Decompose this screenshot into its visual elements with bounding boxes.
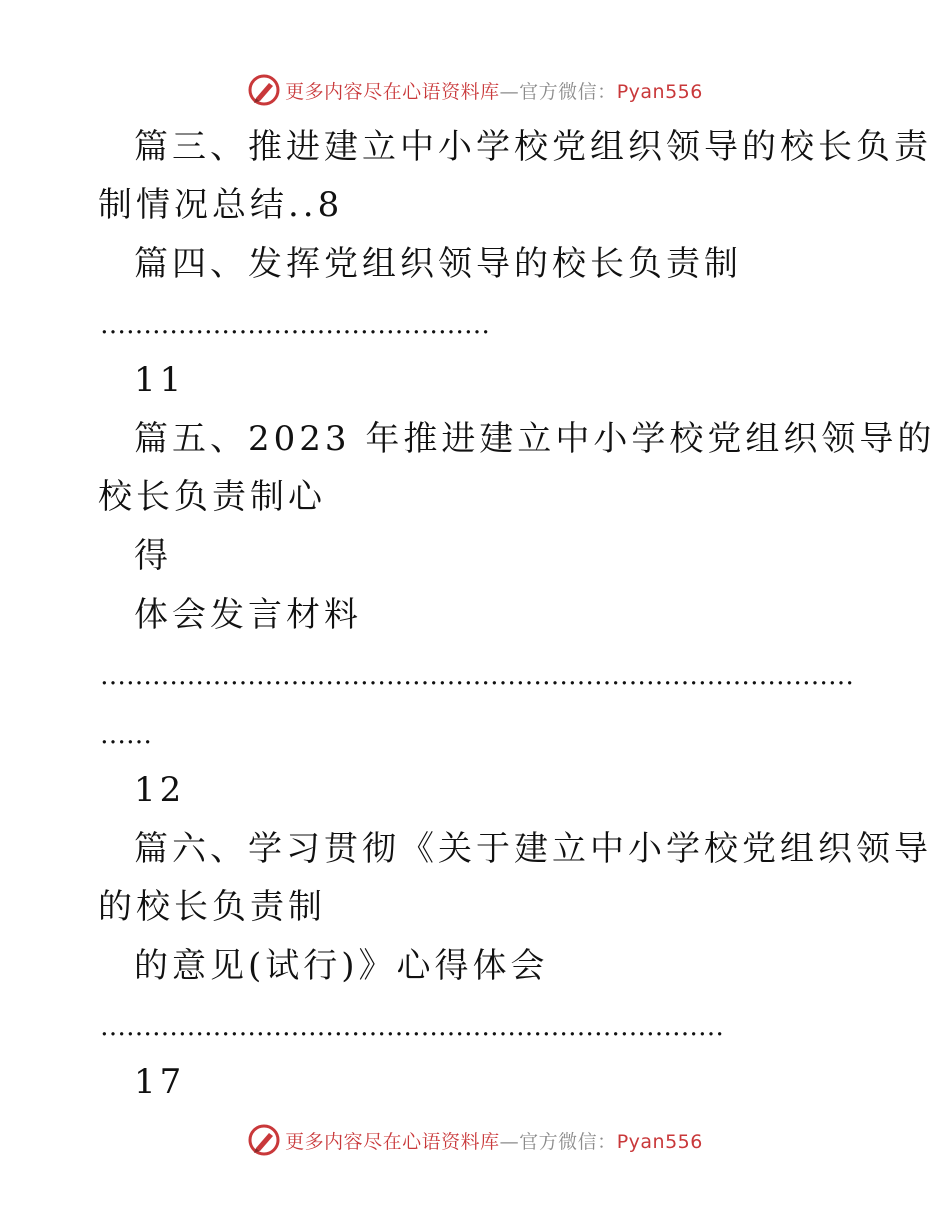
toc-item3-line1: 篇三、推进建立中小学校党组织领导的校长负责	[134, 127, 932, 167]
banner-wechat-id: Pyan556	[616, 1130, 703, 1153]
toc-item5-line4: 体会发言材料	[134, 595, 362, 635]
toc-item6-line2: 的校长负责制	[98, 887, 326, 927]
toc-item6-dots: ………………………………………………………………	[100, 1012, 724, 1042]
banner-dash: —	[499, 1130, 520, 1153]
toc-item5-line1: 篇五、2023 年推进建立中小学校党组织领导的	[134, 419, 936, 459]
toc-item5-page: 12	[134, 770, 186, 810]
toc-item6-line3: 的意见(试行)》心得体会	[134, 946, 549, 986]
toc-item4-line1: 篇四、发挥党组织领导的校长负责制	[134, 244, 742, 284]
banner-dash: —	[499, 80, 520, 103]
pen-logo-icon	[247, 1123, 281, 1157]
banner-main-text: 更多内容尽在心语资料库	[285, 80, 500, 103]
toc-item5-line2: 校长负责制心	[98, 477, 326, 517]
toc-item5-dots1: ……………………………………………………………………………	[100, 661, 854, 691]
toc-item5-line3: 得	[134, 536, 172, 576]
banner-official-text: 官方微信：	[519, 1130, 617, 1153]
banner-wechat-id: Pyan556	[616, 80, 703, 103]
footer-banner	[0, 1120, 950, 1160]
toc-item3-line2: 制情况总结..8	[98, 185, 344, 225]
toc-item6-page: 17	[134, 1062, 186, 1102]
toc-item6-line1: 篇六、学习贯彻《关于建立中小学校党组织领导	[134, 829, 932, 869]
banner-text	[285, 1127, 703, 1154]
toc-item4-dots: ………………………………………	[100, 310, 490, 340]
banner-official-text: 官方微信：	[519, 80, 617, 103]
toc-item5-dots2: ……	[100, 720, 152, 750]
banner-main-text: 更多内容尽在心语资料库	[285, 1130, 500, 1153]
toc-item4-page: 11	[134, 360, 186, 400]
